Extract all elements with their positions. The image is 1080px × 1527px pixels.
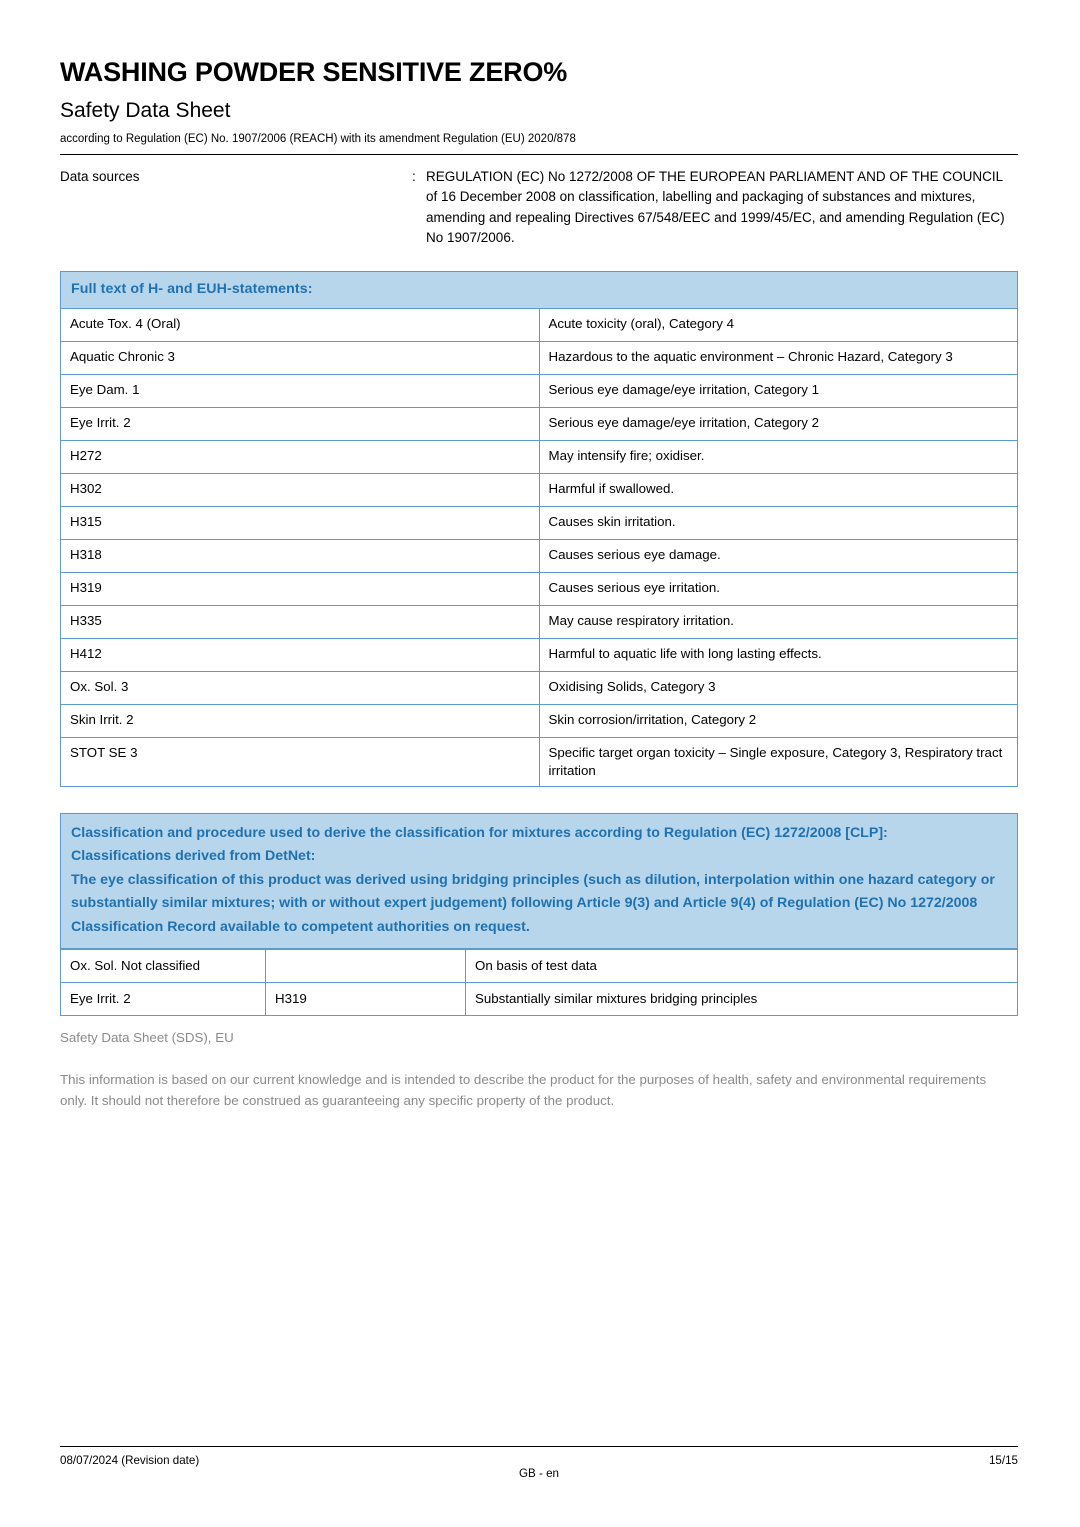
statement-code: H335 [61,605,540,638]
footer-divider [60,1446,1018,1447]
table-row [61,950,1018,983]
derivation-method: Substantially similar mixtures bridging principles [466,983,1018,1016]
derivation-classification: Eye Irrit. 2 [61,983,266,1016]
derivation-classification: Ox. Sol. Not classified [61,950,266,983]
table-row [61,572,1018,605]
table-row [61,671,1018,704]
sds-region-note: Safety Data Sheet (SDS), EU [60,1030,234,1046]
footer-page-number: 15/15 [988,1454,1018,1467]
derivation-method: On basis of test data [466,950,1018,983]
table-row [61,473,1018,506]
data-sources-colon: : [412,168,416,184]
table-row [61,341,1018,374]
data-sources-row [60,155,1018,249]
table-row [61,308,1018,341]
table-row [61,539,1018,572]
table-row [61,983,1018,1016]
statement-description: Oxidising Solids, Category 3 [539,671,1018,704]
statement-code: Eye Irrit. 2 [61,407,540,440]
statement-description: Causes serious eye irritation. [539,572,1018,605]
regulation-reference: according to Regulation (EC) No. 1907/2006 (REACH) with its amendment Regulation (EU) 2020/878 [60,132,576,145]
statement-description: Specific target organ toxicity – Single exposure, Category 3, Respiratory tract irritation [539,737,1018,786]
table-row [61,737,1018,786]
statement-description: Acute toxicity (oral), Category 4 [539,308,1018,341]
data-sources-value: REGULATION (EC) No 1272/2008 OF THE EUROPEAN PARLIAMENT AND OF THE COUNCIL of 16 December 2008 on classification, labelling and packaging of substances and mixtures, amending and repealing Directives 67/548/EEC and 1999/45/EC, and amending Regulation (EC) No 1907/2006. [426,168,1005,246]
statement-description: Causes skin irritation. [539,506,1018,539]
footer-inner [60,1454,1018,1480]
derivation-hcode: H319 [266,983,466,1016]
statement-code: Aquatic Chronic 3 [61,341,540,374]
statement-description: Serious eye damage/eye irritation, Category 1 [539,374,1018,407]
statement-description: Harmful to aquatic life with long lasting effects. [539,638,1018,671]
h-statements-body [61,308,1018,786]
statement-description: Hazardous to the aquatic environment – Chronic Hazard, Category 3 [539,341,1018,374]
table-row [61,506,1018,539]
table-row [61,440,1018,473]
table-row [61,704,1018,737]
statement-code: H319 [61,572,540,605]
statement-code: Acute Tox. 4 (Oral) [61,308,540,341]
table-row [61,638,1018,671]
classification-line: Classification Record available to competent authorities on request. [71,918,530,935]
table-row [61,407,1018,440]
page-content [60,0,1018,1112]
statement-description: May cause respiratory irritation. [539,605,1018,638]
statement-code: Eye Dam. 1 [61,374,540,407]
document-type-heading: Safety Data Sheet [60,98,231,122]
disclaimer-text: This information is based on our current knowledge and is intended to describe the product for the purposes of health, safety and environmental requirements only. It should not therefore be construed as guaranteeing any specific property of the product. [60,1071,987,1109]
derivation-hcode [266,950,466,983]
table-row [61,605,1018,638]
footer-revision-date: 08/07/2024 (Revision date) [60,1454,200,1467]
footer-row [60,1454,1018,1467]
footer-language: GB - en [519,1467,559,1480]
statement-code: H272 [61,440,540,473]
derivation-table-body [61,950,1018,1016]
classification-line: Classifications derived from DetNet: [71,848,316,865]
statement-code: H302 [61,473,540,506]
classification-procedure-block [60,813,1018,950]
h-statements-header-row [61,271,1018,308]
statement-code: H318 [61,539,540,572]
classification-line: The eye classification of this product was derived using bridging principles (such as dilution, interpolation within one hazard category or substantially similar mixtures; with or without expert judgement) following Article 9(3) and Article 9(4) of Regulation (EC) No 1272/2008 [71,871,995,912]
statement-description: May intensify fire; oxidiser. [539,440,1018,473]
table-row [61,374,1018,407]
statement-description: Harmful if swallowed. [539,473,1018,506]
statement-code: H315 [61,506,540,539]
statement-code: STOT SE 3 [61,737,540,786]
derivation-table [60,949,1018,1016]
statement-code: H412 [61,638,540,671]
data-sources-label: Data sources [60,168,140,184]
h-statements-header: Full text of H- and EUH-statements: [61,271,1018,308]
statement-description: Causes serious eye damage. [539,539,1018,572]
page-title: WASHING POWDER SENSITIVE ZERO% [60,57,568,87]
h-statements-table [60,271,1018,787]
page-footer [60,1446,1018,1480]
statement-code: Skin Irrit. 2 [61,704,540,737]
statement-description: Skin corrosion/irritation, Category 2 [539,704,1018,737]
statement-code: Ox. Sol. 3 [61,671,540,704]
classification-line: Classification and procedure used to derive the classification for mixtures according to Regulation (EC) 1272/2008 [CLP]: [71,824,888,841]
statement-description: Serious eye damage/eye irritation, Category 2 [539,407,1018,440]
